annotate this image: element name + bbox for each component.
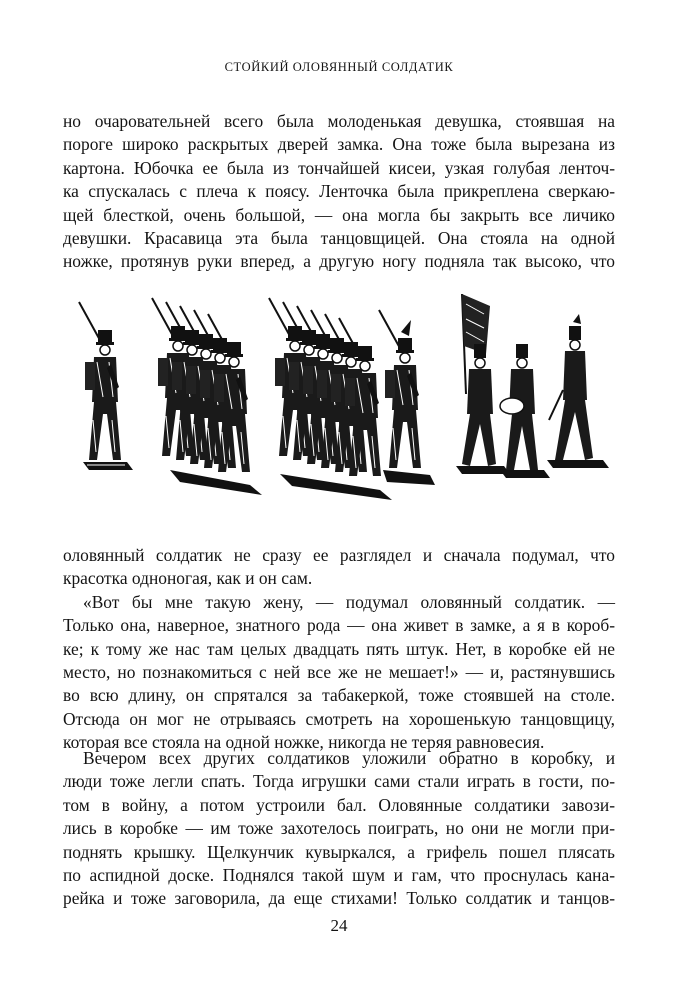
text-line: Вечером всех других солдатиков уложили обратно в коробку, и — [83, 748, 615, 768]
text-line: рейка и тоже заговорила, да еще стихами! Только солдатик и танцов- — [63, 888, 615, 909]
text-line: «Вот бы мне такую жену, — подумал оловянный солдатик. — — [83, 591, 615, 612]
text-line: во всю длину, он спрятался за табакеркой, тоже стоявшей на столе. — [63, 685, 615, 706]
paragraph-1 — [63, 110, 615, 274]
text-line: лись в коробке — им тоже захотелось поиграть, но они не могли при- — [63, 818, 615, 839]
text-line: поднять крышку. Щелкунчик кувыркался, а грифель пошел плясать — [63, 841, 615, 862]
text-line: ке; к тому же нас там целых двадцать пять штук. Нет, в коробке ей не — [63, 638, 615, 659]
text-line: ка спускалась с плеча к поясу. Ленточка была прикреплена сверкаю- — [63, 181, 615, 202]
text-line: девушки. Красавица эта была танцовщицей. Она стояла на одной — [63, 228, 615, 249]
text-line: по аспидной доске. Поднялся такой шум и гам, что проснулась кана- — [63, 865, 615, 886]
text-line: щей блесткой, очень большой, — она могла бы закрыть все личико — [63, 204, 615, 225]
text-line: Отсюда он мог не отрываясь смотреть на хорошенькую танцовщицу, — [63, 708, 615, 729]
text-line: красотка одноногая, как и он сам. — [63, 568, 313, 589]
text-line: картона. Юбочка ее была из тончайшей кисеи, узкая голубая ленточ- — [63, 157, 615, 178]
text-line: место, но познакомиться с ней все же не мешает!» — и, растянувшись — [63, 662, 615, 683]
text-line: Только она, наверное, знатного рода — она живет в замке, а я в короб- — [63, 615, 615, 636]
text-line: которая все стояла на одной ножке, никогда не теряя равновесия. — [63, 732, 545, 753]
text-line: ножке, протянув руки вперед, а другую ногу подняла так высоко, что — [63, 251, 615, 272]
paragraph-3 — [63, 747, 615, 911]
text-line: том в войну, а потом устроили бал. Оловянные солдатики завози- — [63, 794, 615, 815]
text-line: но очаровательней всего была молоденькая девушка, стоявшая на — [63, 111, 615, 131]
text-line: оловянный солдатик не сразу ее разглядел и сначала подумал, что — [63, 545, 615, 565]
text-line: пороге широко раскрытых дверей замка. Она тоже была вырезана из — [63, 134, 615, 155]
text-line: люди тоже легли спать. Тогда игрушки сами стали играть в гости, по- — [63, 771, 615, 792]
page-number: 24 — [330, 916, 348, 935]
running-title: СТОЙКИЙ ОЛОВЯННЫЙ СОЛДАТИК — [224, 60, 454, 74]
tin-soldiers-illustration — [60, 290, 620, 505]
paragraph-2 — [63, 544, 615, 755]
